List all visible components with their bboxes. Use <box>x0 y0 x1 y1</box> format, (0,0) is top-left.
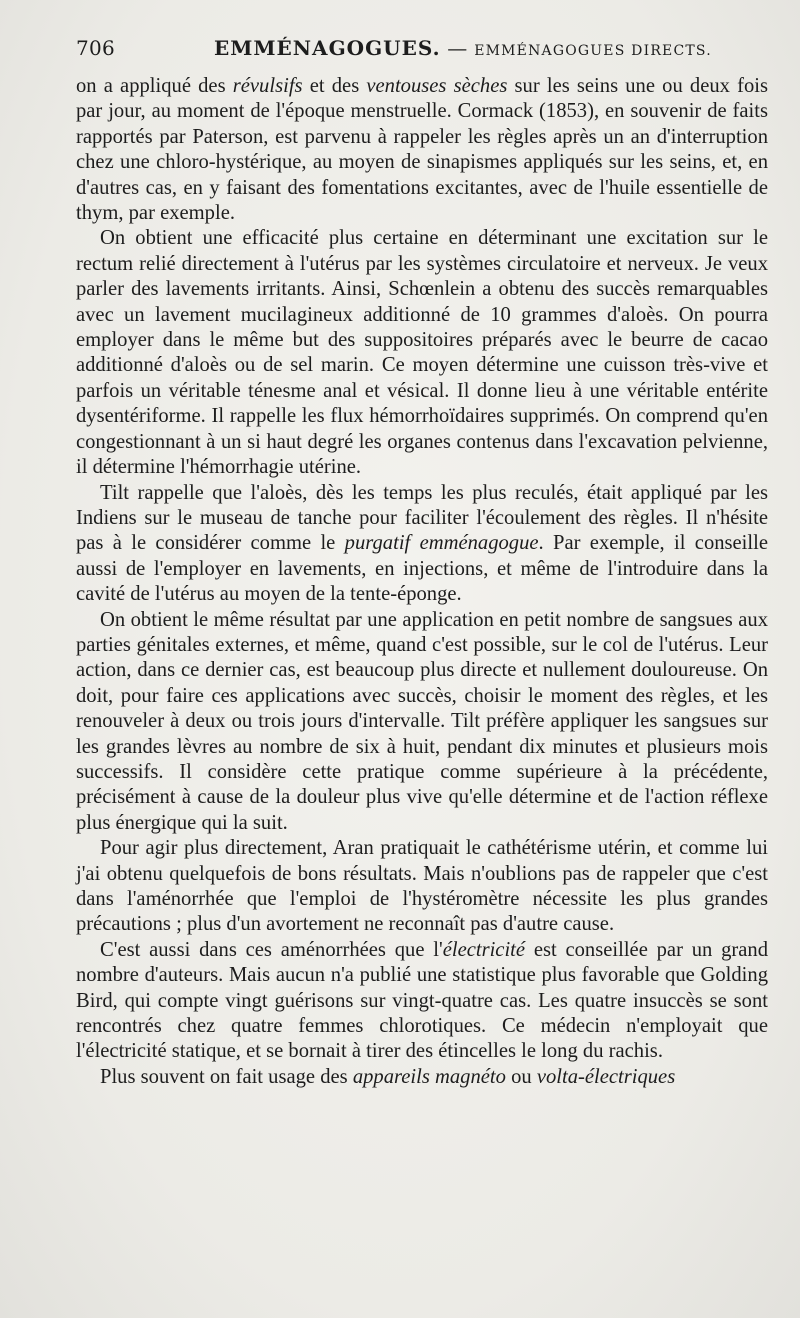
p1-text-c: sur les seins une ou deux fois par jour, au moment de l'époque menstruelle. Cormack (1853), en souvenir de faits rapportés par Paterson, est parvenu à rappeler les règles après un an d'interruption chez une chloro-hystérique, au moyen de sinapismes appliqués sur les seins, et, en d'autres cas, en y faisant des fomentations excitantes, avec de l'huile essentielle de thym, par exemple. <box>76 75 768 225</box>
p7-text-a: Plus souvent on fait usage des <box>100 1065 353 1088</box>
p1-italic-revulsifs: révulsifs <box>232 75 303 97</box>
p1-text-a: on a appliqué des <box>76 75 233 97</box>
paragraph-6 <box>76 938 768 1065</box>
p3-text-b: . Par exemple, il conseille aussi de l'employer en lavements, en injections, et même de l'introduire dans la cavité de l'utérus au moyen de la tente-éponge. <box>76 532 768 606</box>
page-number: 706 <box>76 36 116 60</box>
paragraph-1 <box>76 74 768 226</box>
p1-text-b: et des <box>302 75 367 97</box>
p6-text-b: est conseillée par un grand nombre d'auteurs. Mais aucun n'a publié une statistique plus favorable que Golding Bird, qui compte vingt guérisons sur vingt-quatre cas. Les quatre insuccès se sont rencontrés chez quatre femmes chlorotiques. Ce médecin n'employait que l'électricité statique, et se bornait à tirer des étincelles le long du rachis. <box>76 938 769 1063</box>
p7-italic-volta: volta-électriques <box>536 1065 676 1088</box>
p3-italic-purgatif: purgatif emménagogue <box>344 532 539 555</box>
p7-text-b: ou <box>505 1065 537 1088</box>
p1-italic-ventouses: ventouses sèches <box>366 75 508 97</box>
p3-text-a: Tilt rappelle que l'aloès, dès les temps les plus reculés, était appliqué par les Indiens sur le museau de tanche pour faciliter l'écoulement des règles. Il n'hésite pas à le considérer comme le <box>76 481 768 555</box>
paragraph-7 <box>76 1065 768 1090</box>
p6-italic-electricite: électricité <box>442 938 526 961</box>
running-title-separator: — <box>447 36 468 60</box>
running-title <box>214 36 712 60</box>
body-text <box>76 74 768 1090</box>
paragraph-5: Pour agir plus directement, Aran pratiquait le cathétérisme utérin, et comme lui j'ai obtenu quelquefois de bons résultats. Mais n'oublions pas de rappeler que c'est dans l'aménorrhée que l'emploi de l'hystéromètre nécessite les plus grandes précautions ; plus d'un avortement ne reconnaît pas d'autre cause. <box>76 837 768 936</box>
running-header <box>76 36 768 68</box>
p7-italic-magneto: appareils magnéto <box>352 1065 506 1088</box>
running-title-main: EMMÉNAGOGUES. <box>214 36 441 60</box>
paragraph-3 <box>76 481 768 608</box>
running-title-sub: EMMÉNAGOGUES DIRECTS. <box>474 43 712 59</box>
p6-text-a: C'est aussi dans ces aménorrhées que l' <box>100 938 443 961</box>
paragraph-2: On obtient une efficacité plus certaine en déterminant une excitation sur le rectum relié directement à l'utérus par les systèmes circulatoire et nerveux. Je veux parler des lavements irritants. Ainsi, Schœnlein a obtenu des succès remarquables avec un lavement mucilagineux additionné de 10 grammes d'aloès. On pourra employer dans le même but des suppositoires préparés avec le beurre de cacao additionné d'aloès ou de sel marin. Ce moyen détermine une cuisson très-vive et parfois un véritable ténesme anal et vésical. Il donne lieu à une véritable entérite dysentériforme. Il rappelle les flux hémorrhoïdaires supprimés. On comprend qu'en congestionnant à un si haut degré les organes contenus dans l'excavation pelvienne, il détermine l'hémorrhagie utérine. <box>76 227 768 479</box>
paragraph-4: On obtient le même résultat par une application en petit nombre de sangsues aux parties génitales externes, et même, quand c'est possible, sur le col de l'utérus. Leur action, dans ce dernier cas, est beaucoup plus directe et nullement douloureuse. On doit, pour faire ces applications avec succès, choisir le moment des règles, et les renouveler à deux ou trois jours d'intervalle. Tilt préfère appliquer les sangsues sur les grandes lèvres au nombre de six à huit, pendant dix minutes et plusieurs mois successifs. Il considère cette pratique comme supérieure à la précédente, précisément à cause de la douleur plus vive qu'elle détermine et de l'action réflexe plus énergique qui la suit. <box>76 608 768 834</box>
